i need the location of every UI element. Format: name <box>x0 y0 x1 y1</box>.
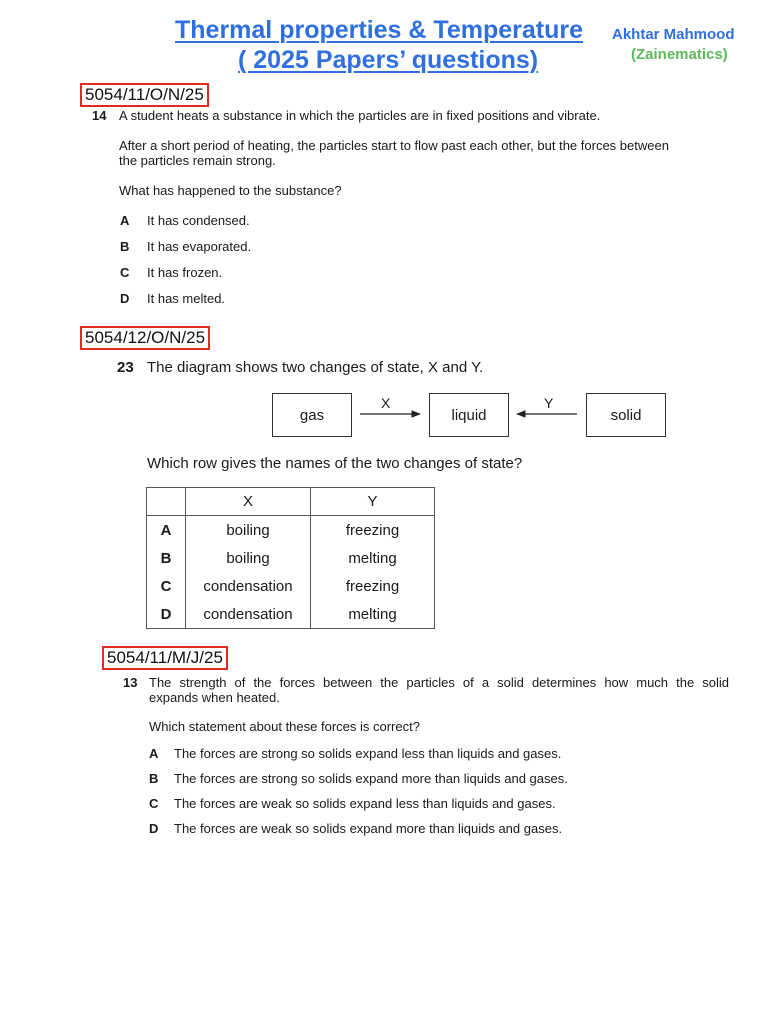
paper-code-3: 5054/11/M/J/25 <box>102 646 228 670</box>
arrow-label-y: Y <box>544 395 554 411</box>
q14-option-d-letter: D <box>120 291 130 306</box>
q13-question: Which statement about these forces is correct? <box>149 719 420 734</box>
question-number-14: 14 <box>92 108 107 123</box>
q13-option-c-letter: C <box>149 796 159 811</box>
q14-option-a-letter: A <box>120 213 130 228</box>
paper-code-2: 5054/12/O/N/25 <box>80 326 210 350</box>
q13-option-d-letter: D <box>149 821 159 836</box>
q13-option-b-text: The forces are strong so solids expand more than liquids and gases. <box>174 771 568 786</box>
cell-x: condensation <box>186 572 311 600</box>
table-row <box>147 544 435 572</box>
q14-option-c-text: It has frozen. <box>147 265 223 280</box>
q14-option-b-letter: B <box>120 239 130 254</box>
table-header-x: X <box>186 488 311 516</box>
row-letter: B <box>147 544 186 572</box>
q13-option-c-text: The forces are weak so solids expand less than liquids and gases. <box>174 796 556 811</box>
state-box-solid: solid <box>586 393 666 437</box>
row-letter: D <box>147 600 186 629</box>
q23-stem: The diagram shows two changes of state, X and Y. <box>147 359 484 376</box>
state-box-liquid: liquid <box>429 393 509 437</box>
q14-option-d-text: It has melted. <box>147 291 226 306</box>
cell-y: melting <box>311 544 435 572</box>
q23-question: Which row gives the names of the two changes of state? <box>147 455 523 472</box>
table-row <box>147 600 435 629</box>
q14-stem-2b: the particles remain strong. <box>119 153 276 168</box>
q14-option-b-text: It has evaporated. <box>147 239 252 254</box>
q13-option-b-letter: B <box>149 771 159 786</box>
cell-y: freezing <box>311 572 435 600</box>
q14-question: What has happened to the substance? <box>119 183 342 198</box>
page-title-line-1: Thermal properties & Temperature <box>175 16 583 44</box>
cell-x: boiling <box>186 516 311 545</box>
q13-option-d-text: The forces are weak so solids expand more than liquids and gases. <box>174 821 563 836</box>
q14-stem-1: A student heats a substance in which the particles are in fixed positions and vibrate. <box>119 108 601 123</box>
row-letter: C <box>147 572 186 600</box>
cell-y: melting <box>311 600 435 629</box>
table-row <box>147 572 435 600</box>
q14-stem-2a: After a short period of heating, the particles start to flow past each other, but the forces between <box>119 138 669 153</box>
row-letter: A <box>147 516 186 545</box>
question-number-23: 23 <box>117 359 134 376</box>
state-box-gas: gas <box>272 393 352 437</box>
q13-stem-1b: expands when heated. <box>149 690 280 705</box>
table-header-y: Y <box>311 488 435 516</box>
q13-stem-1a: The strength of the forces between the particles of a solid determines how much the solid <box>149 675 729 690</box>
answer-table <box>146 487 435 629</box>
q14-option-c-letter: C <box>120 265 130 280</box>
author-name: Akhtar Mahmood <box>612 26 735 43</box>
arrow-label-x: X <box>381 395 391 411</box>
table-row <box>147 516 435 545</box>
q13-option-a-text: The forces are strong so solids expand less than liquids and gases. <box>174 746 562 761</box>
cell-x: boiling <box>186 544 311 572</box>
q14-option-a-text: It has condensed. <box>147 213 250 228</box>
cell-y: freezing <box>311 516 435 545</box>
cell-x: condensation <box>186 600 311 629</box>
page-title-line-2: ( 2025 Papers’ questions) <box>238 46 539 74</box>
q13-option-a-letter: A <box>149 746 159 761</box>
table-header-blank <box>147 488 186 516</box>
author-handle: (Zainematics) <box>631 46 728 63</box>
question-number-13: 13 <box>123 675 138 690</box>
paper-code-1: 5054/11/O/N/25 <box>80 83 209 107</box>
